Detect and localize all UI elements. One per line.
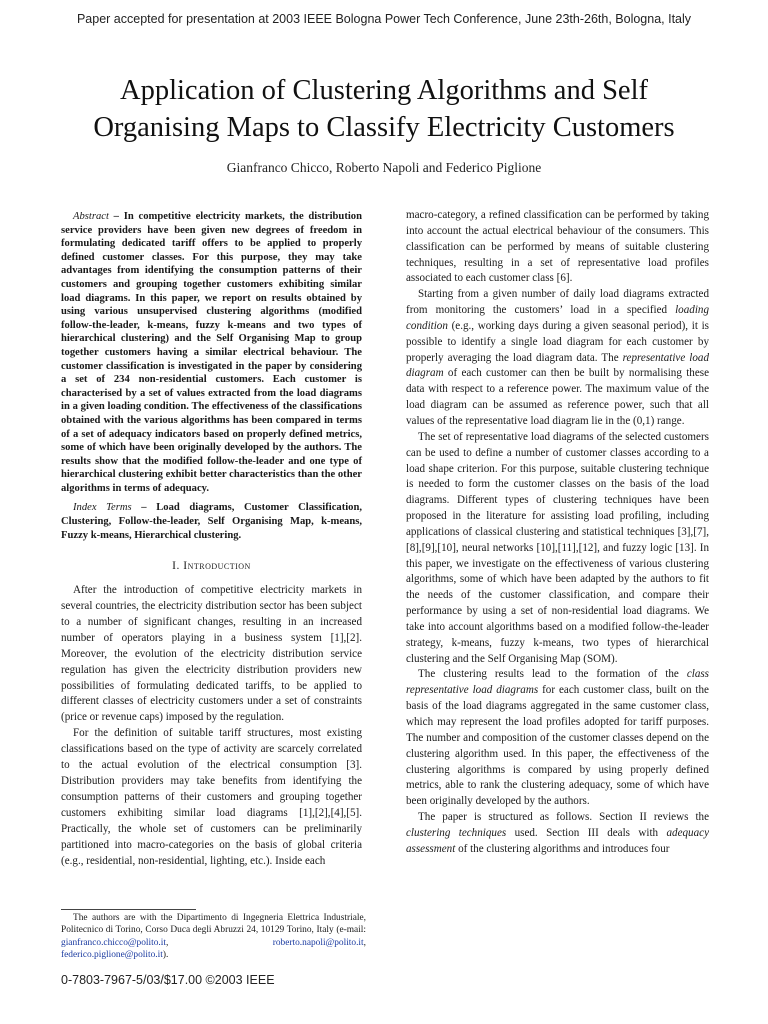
index-terms-label: Index Terms xyxy=(73,502,132,514)
section-number: I. xyxy=(172,560,180,573)
footnote-separator: , xyxy=(165,937,273,948)
section-heading-introduction xyxy=(61,559,362,575)
footnote-end: ). xyxy=(162,949,169,960)
right-paragraph-1: macro-category, a refined classification can be performed by taking into account the actual electrical behaviour of the consumers. This classification can be performed by means of suitable clustering techniques, resulting in a set of representative load profiles associated to each customer class [6]. xyxy=(406,209,709,285)
right-p5-text-a: The paper is structured as follows. Section II reviews the xyxy=(418,811,709,824)
email-link-piglione[interactable]: federico.piglione@polito.it xyxy=(61,949,163,960)
author-list: Gianfranco Chicco, Roberto Napoli and Federico Piglione xyxy=(226,160,542,175)
right-paragraph-4 xyxy=(406,667,709,810)
footnote-text: The authors are with the Dipartimento di Ingegneria Elettrica Industriale, Politecnico di Torino, Corso Duca degli Abruzzi 24, 10129 Torino, Italy (e-mail: xyxy=(61,913,366,936)
term-representative-load-diagram: representative load diagram xyxy=(406,351,710,380)
title-line-2: Organising Maps to Classify Electricity Customers xyxy=(93,112,675,143)
author-affiliation-footnote xyxy=(61,912,366,961)
section-title: Introduction xyxy=(183,560,251,573)
term-class-representative-load-diagrams: class representative load diagrams xyxy=(406,668,709,697)
copyright-line: 0-7803-7967-5/03/$17.00 ©2003 IEEE xyxy=(61,973,275,987)
abstract-dash: – xyxy=(108,211,124,222)
right-p2-text-c: of each customer can then be built by normalising these data with respect to a reference power. The maximum value of the load diagram can be assumed as reference power, such that all values of the representative load diagram lie in the (0,1) range. xyxy=(406,367,709,427)
right-p4-text-a: The clustering results lead to the formation of the xyxy=(418,668,687,681)
right-column xyxy=(406,208,709,858)
footnote-divider xyxy=(61,909,196,910)
right-paragraph-2 xyxy=(406,287,709,430)
footnote-separator-2: , xyxy=(363,937,366,948)
index-terms-text: Load diagrams, Customer Classification, Clustering, Follow-the-leader, Self Organising Map, k-means, Fuzzy k-means, Hierarchical clustering. xyxy=(61,502,363,541)
index-terms-dash: – xyxy=(131,502,157,514)
right-p5-text-b: used. Section III deals with xyxy=(506,826,667,839)
abstract xyxy=(61,210,362,495)
right-p4-text-b: for each customer class, built on the basis of the load diagrams aggregated in the same customer class, which may represent the load profiles adopted for tariff purposes. The number and composition of the customer classes depend on the clustering algorithm used. In this paper, the effectiveness of the clustering algorithms is compared by using properly defined metrics, able to rank the clustering adequacy, some of which have been originally developed by the authors. xyxy=(406,684,709,808)
conference-note: Paper accepted for presentation at 2003 IEEE Bologna Power Tech Conference, June 23th-26th, Bologna, Italy xyxy=(76,12,692,26)
right-paragraph-5 xyxy=(406,810,709,858)
abstract-text: In competitive electricity markets, the distribution service providers have been given new degrees of freedom in formulating dedicated tariff offers to be applied to properly defined customer classes. For this purpose, they may take advantages from identifying the consumption patterns of their customers and grouping together customers exhibiting similar load diagrams. In this paper, we report on results obtained by using various unsupervised clustering algorithms (modified follow-the-leader, k-means, fuzzy k-means and two types of hierarchical clustering) and the Self Organising Map to group together customers having a similar electrical behaviour. The customer classification is investigated in the paper by considering a set of 234 non-residential customers. Each customer is characterised by a set of values extracted from the load diagrams in a given loading condition. The effectiveness of the classifications obtained with the various algorithms has been compared in terms of a set of adequacy indicators based on properly defined metrics, some of which have been originally developed by the authors. The results show that the modified follow-the-leader and one type of hierarchical clustering exhibit better characteristics than the other algorithms in terms of adequacy. xyxy=(61,211,362,494)
right-p2-text-a: Starting from a given number of daily load diagrams extracted from monitoring the customers’ load in a specified xyxy=(406,288,709,317)
term-adequacy-assessment: adequacy assessment xyxy=(406,826,709,855)
paper-title xyxy=(40,72,728,146)
index-terms xyxy=(61,501,362,542)
abstract-label: Abstract xyxy=(73,211,109,222)
term-loading-condition: loading condition xyxy=(406,304,709,332)
email-link-chicco[interactable]: gianfranco.chicco@polito.it xyxy=(61,937,166,948)
intro-paragraph-1: After the introduction of competitive electricity markets in several countries, the electricity distribution sector has been subject to a number of significant changes, resulting in an increased number of operators playing in a business system [1],[2]. Moreover, the evolution of the electricity distribution service regulation has given the electricity distribution providers new possibilities of formulating dedicated tariffs, to be applied to different classes of electricity customers under a set of constraints (price or revenue caps) imposed by the regulation. xyxy=(61,584,362,724)
right-p2-text-b: (e.g., working days during a given seasonal period), it is possible to identify a single load diagram for each customer by properly averaging the load diagram data. The xyxy=(406,319,709,364)
introduction-body xyxy=(61,583,362,869)
email-link-napoli[interactable]: roberto.napoli@polito.it xyxy=(272,937,364,948)
right-p5-text-c: of the clustering algorithms and introduces four xyxy=(455,842,670,855)
intro-paragraph-2: For the definition of suitable tariff structures, most existing classifications based on the type of activity are scarcely correlated to the actual evolution of the electrical consumption [3]. Distribution providers may take benefits from identifying the consumption patterns of their customers and grouping together customers exhibiting similar load diagrams [1],[2],[4],[5]. Practically, the whole set of customers can be preliminarily partitioned into macro-categories on the basis of global criteria (e.g., residential, non-residential, lighting, etc.). Inside each xyxy=(61,727,362,867)
right-paragraph-3: The set of representative load diagrams of the selected customers can be used to define a number of customer classes according to a load shape criterion. For this purpose, suitable clustering technique is needed to form the customer classes on the basis of the load diagrams. Different types of clustering techniques have been proposed in the literature for assisting load profiling, including applications of classical clustering and statistical techniques [3],[7],[8],[9],[10], neural networks [10],[11],[12], and fuzzy logic [13]. In this paper, we investigate on the effectiveness of various clustering algorithms, some of which have been adapted by the authors to fit the needs of the customer classification, and compare their performance by using a set of non-residential load diagrams. We take into account algorithms based on a modified follow-the-leader strategy, k-means, fuzzy k-means, two types of hierarchical clustering and the Self Organising Map (SOM). xyxy=(406,430,709,665)
left-column xyxy=(61,210,362,869)
title-line-1: Application of Clustering Algorithms and Self xyxy=(120,75,648,106)
term-clustering-techniques: clustering techniques xyxy=(406,826,507,839)
